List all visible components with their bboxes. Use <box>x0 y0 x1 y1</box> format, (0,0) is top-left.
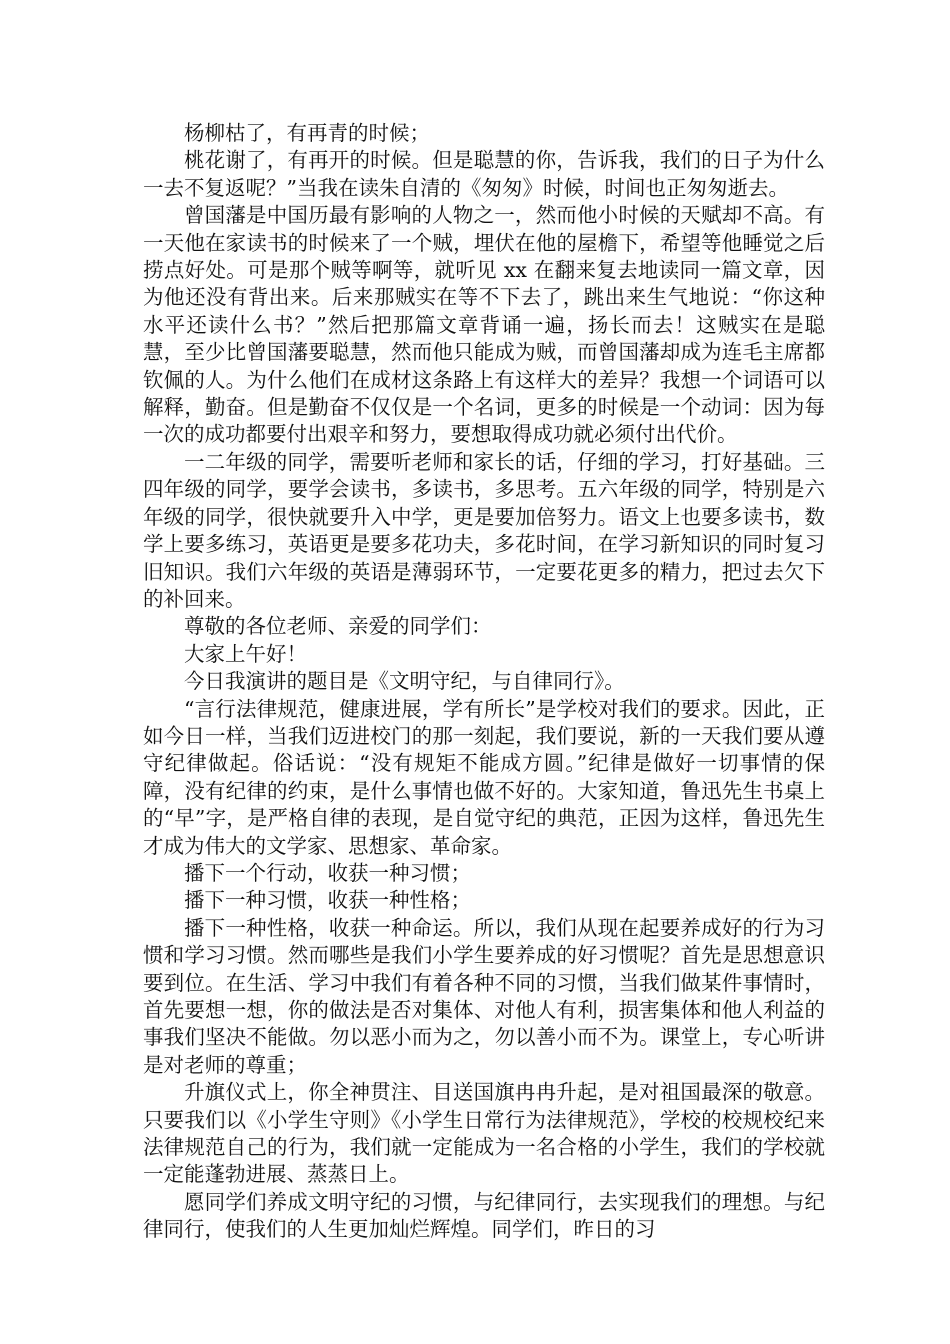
paragraph: 曾国藩是中国历最有影响的人物之一，然而他小时候的天赋却不高。有一天他在家读书的时候来了一个贼，埋伏在他的屋檐下，希望等他睡觉之后捞点好处。可是那个贼等啊等，就听见 xx 在翻来复去地读同一篇文章，因为他还没有背出来。后来那贼实在等不下去了，跳出来生气地说：“你这种水平还读什么书？”然后把那篇文章背诵一遍，扬长而去！这贼实在是聪慧，至少比曾国藩要聪慧，然而他只能成为贼，而曾国藩却成为连毛主席都钦佩的人。为什么他们在成材这条路上有这样大的差异？我想一个词语可以解释，勤奋。但是勤奋不仅仅是一个名词，更多的时候是一个动词：因为每一次的成功都要付出艰辛和努力，要想取得成功就必须付出代价。 <box>143 203 825 447</box>
paragraph: 尊敬的各位老师、亲爱的同学们： <box>184 614 492 639</box>
paragraph: “言行法律规范，健康进展，学有所长”是学校对我们的要求。因此，正如今日一样，当我们迈进校门的那一刻起，我们要说，新的一天我们要从遵守纪律做起。俗话说：“没有规矩不能成方圆。”纪律是做好一切事情的保障，没有纪律的约束，是什么事情也做不好的。大家知道，鲁迅先生书桌上的“早”字，是严格自律的表现，是自觉守纪的典范，正因为这样，鲁迅先生才成为伟大的文学家、思想家、革命家。 <box>143 696 825 858</box>
paragraph: 播下一个行动，收获一种习惯； <box>184 860 471 885</box>
paragraph: 播下一种性格，收获一种命运。所以，我们从现在起要养成好的行为习惯和学习习惯。然而哪些是我们小学生要养成的好习惯呢？首先是思想意识要到位。在生活、学习中我们有着各种不同的习惯，当我们做某件事情时，首先要想一想，你的做法是否对集体、对他人有利，损害集体和他人利益的事我们坚决不能做。勿以恶小而为之，勿以善小而不为。课堂上，专心听讲是对老师的尊重； <box>143 915 825 1077</box>
paragraph: 升旗仪式上，你全神贯注、目送国旗冉冉升起，是对祖国最深的敬意。只要我们以《小学生守则》《小学生日常行为法律规范》，学校的校规校纪来法律规范自己的行为，我们就一定能成为一名合格的小学生，我们的学校就一定能蓬勃进展、蒸蒸日上。 <box>143 1080 825 1187</box>
paragraph: 杨柳枯了，有再青的时候； <box>184 121 430 145</box>
paragraph: 大家上午好！ <box>184 641 307 666</box>
paragraph: 一二年级的同学，需要听老师和家长的话，仔细的学习，打好基础。三四年级的同学，要学会读书，多读书，多思考。五六年级的同学，特别是六年级的同学，很快就要升入中学，更是要加倍努力。语文上也要多读书，数学上要多练习，英语更是要多花功夫，多花时间，在学习新知识的同时复习旧知识。我们六年级的英语是薄弱环节，一定要花更多的精力，把过去欠下的补回来。 <box>143 449 825 611</box>
paragraph: 播下一种习惯，收获一种性格； <box>184 888 471 913</box>
document-page <box>143 120 825 1244</box>
paragraph: 愿同学们养成文明守纪的习惯，与纪律同行，去实现我们的理想。与纪律同行，使我们的人生更加灿烂辉煌。同学们，昨日的习 <box>143 1189 825 1242</box>
paragraph: 今日我演讲的题目是《文明守纪，与自律同行》。 <box>184 669 625 694</box>
paragraph: 桃花谢了，有再开的时候。但是聪慧的你，告诉我，我们的日子为什么一去不复返呢？”当我在读朱自清的《匆匆》时候，时间也正匆匆逝去。 <box>143 148 825 200</box>
